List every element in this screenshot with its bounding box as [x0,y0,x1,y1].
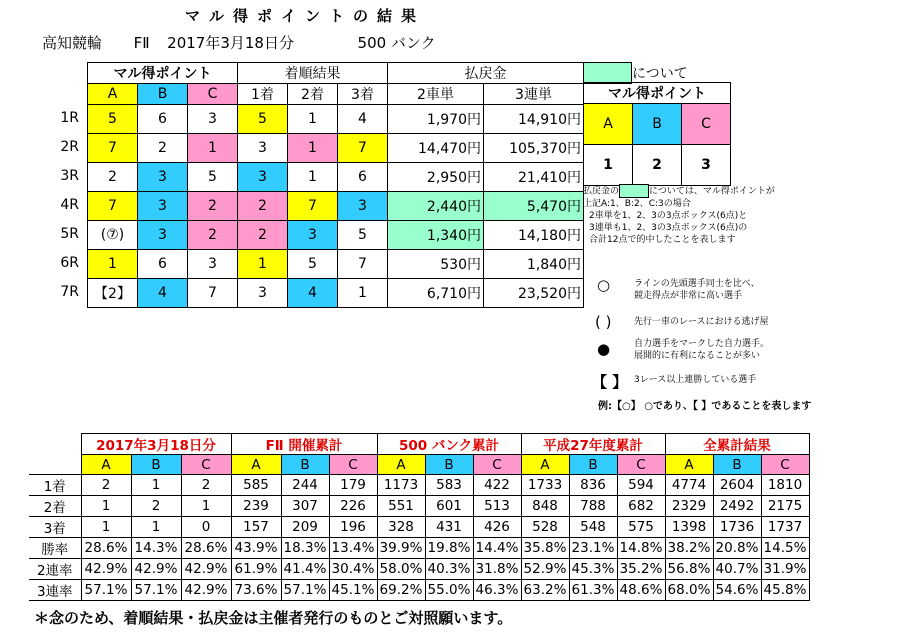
cell-1st: 3 [238,163,288,192]
summary-cell: 1 [81,496,131,517]
summary-cell: 2 [81,475,131,496]
header-2nd: 2着 [288,84,338,105]
cell-b: 6 [138,250,188,279]
race-label: 3R [60,167,79,184]
summary-cell: 42.9% [181,559,231,580]
abc-a: A [377,455,425,475]
summary-cell: 1810 [761,475,809,496]
summary-cell: 575 [617,517,665,538]
race-label: 2R [60,138,79,155]
legend-about: について [632,66,688,82]
header-points: マル得ポイント [88,63,238,84]
summary-cell: 585 [231,475,281,496]
summary-row [29,517,809,538]
dot-icon: ● [597,340,611,358]
summary-cell: 594 [617,475,665,496]
summary-cell: 226 [329,496,377,517]
summary-cell: 41.4% [281,559,329,580]
bracket-note: 3レース以上連勝している選手 [634,375,757,385]
summary-cell: 1 [81,517,131,538]
legend-a-value: 1 [584,145,633,186]
payout-note-line4: 3連単も1、2、3の3点ボックス(6点)の [589,223,748,233]
summary-cell: 57.1% [281,580,329,601]
cell-santan: 14,910円 [484,105,584,134]
abc-a: A [231,455,281,475]
cell-nisha: 530円 [388,250,484,279]
cell-nisha: 2,950円 [388,163,484,192]
table-row [83,105,584,134]
cell-santan: 105,370円 [484,134,584,163]
summary-cell: 40.3% [425,559,473,580]
race-label: 1R [60,109,79,126]
paren-icon: ( ) [595,313,612,331]
dot-note [634,338,769,362]
race-label: 6R [60,254,79,271]
cell-2nd: 5 [288,250,338,279]
cell-nisha: 1,340円 [388,221,484,250]
cell-c: 2 [188,221,238,250]
table-row [83,163,584,192]
summary-cell: 157 [231,517,281,538]
summary-cell: 307 [281,496,329,517]
summary-cell: 61.3% [569,580,617,601]
cell-nisha: 14,470円 [388,134,484,163]
cell-2nd: 3 [288,221,338,250]
summary-cell: 14.3% [131,538,181,559]
summary-cell: 20.8% [713,538,761,559]
summary-cell: 14.5% [761,538,809,559]
cell-1st: 5 [238,105,288,134]
header-santan: 3連単 [484,84,584,105]
table-row [83,250,584,279]
legend-table [583,82,731,186]
summary-cell: 39.9% [377,538,425,559]
dot-note-line1: 自力選手をマークした自力選手。 [634,339,770,349]
cell-santan: 21,410円 [484,163,584,192]
summary-cell: 244 [281,475,329,496]
cell-c: 7 [188,279,238,308]
legend-title: マル得ポイント [584,83,731,104]
summary-row [29,580,809,601]
group-date: 2017年3月18日分 [81,434,231,455]
summary-cell: 601 [425,496,473,517]
summary-cell: 1 [131,517,181,538]
summary-cell: 56.8% [665,559,713,580]
summary-cell: 52.9% [521,559,569,580]
cell-b: 4 [138,279,188,308]
summary-cell: 1 [181,496,231,517]
summary-cell: 583 [425,475,473,496]
race-label: 4R [60,196,79,213]
summary-row [29,475,809,496]
payout-note-prefix: 払戻金の [583,186,620,197]
summary-cell: 836 [569,475,617,496]
summary-cell: 18.3% [281,538,329,559]
summary-cell: 196 [329,517,377,538]
summary-cell: 28.6% [81,538,131,559]
summary-cell: 19.8% [425,538,473,559]
abc-c: C [329,455,377,475]
summary-cell: 2 [131,496,181,517]
bracket-icon: 【 】 [592,373,628,391]
summary-cell: 1398 [665,517,713,538]
summary-cell: 45.1% [329,580,377,601]
header-result: 着順結果 [238,63,388,84]
summary-cell: 13.4% [329,538,377,559]
summary-cell: 42.9% [131,559,181,580]
cell-a: (⑦) [88,221,138,250]
cell-3rd: 6 [338,163,388,192]
cell-c: 5 [188,163,238,192]
summary-cell: 30.4% [329,559,377,580]
cell-2nd: 4 [288,279,338,308]
abc-b: B [131,455,181,475]
group-fiscal: 平成27年度累計 [521,434,665,455]
paren-note: 先行一車のレースにおける逃げ屋 [634,317,769,327]
cell-c: 3 [188,105,238,134]
cell-nisha: 1,970円 [388,105,484,134]
summary-row-label: 3着 [29,517,81,538]
legend-c-value: 3 [682,145,731,186]
summary-cell: 54.6% [713,580,761,601]
summary-row [29,496,809,517]
cell-b: 6 [138,105,188,134]
legend-b-value: 2 [633,145,682,186]
cell-a: 【2】 [88,279,138,308]
cell-2nd: 7 [288,192,338,221]
summary-cell: 42.9% [81,559,131,580]
payout-note-line5: 合計12点で的中したことを表します [589,235,736,245]
cell-a: 7 [88,192,138,221]
table-row [83,134,584,163]
summary-cell: 40.7% [713,559,761,580]
cell-3rd: 7 [338,250,388,279]
summary-cell: 0 [181,517,231,538]
cell-b: 2 [138,134,188,163]
summary-row-label: 2連率 [29,559,81,580]
table-row [83,221,584,250]
race-label: 7R [60,283,79,300]
legend-b: B [633,104,682,145]
race-results-table [60,62,584,308]
cell-2nd: 1 [288,134,338,163]
summary-cell: 35.8% [521,538,569,559]
summary-cell: 42.9% [181,580,231,601]
summary-cell: 1737 [761,517,809,538]
abc-b: B [425,455,473,475]
legend-c: C [682,104,731,145]
abc-a: A [665,455,713,475]
cell-nisha: 2,440円 [388,192,484,221]
summary-cell: 422 [473,475,521,496]
summary-cell: 2 [181,475,231,496]
circle-icon: ○ [597,276,611,294]
cell-nisha: 6,710円 [388,279,484,308]
cell-santan: 14,180円 [484,221,584,250]
cell-santan: 1,840円 [484,250,584,279]
summary-row-label: 3連率 [29,580,81,601]
summary-cell: 788 [569,496,617,517]
summary-cell: 46.3% [473,580,521,601]
summary-cell: 2604 [713,475,761,496]
abc-a: A [81,455,131,475]
summary-cell: 179 [329,475,377,496]
abc-c: C [473,455,521,475]
summary-cell: 1736 [713,517,761,538]
group-meet: FⅡ 開催累計 [231,434,377,455]
summary-row [29,538,809,559]
summary-cell: 23.1% [569,538,617,559]
summary-cell: 2492 [713,496,761,517]
summary-cell: 48.6% [617,580,665,601]
abc-b: B [713,455,761,475]
summary-cell: 69.2% [377,580,425,601]
summary-cell: 1733 [521,475,569,496]
summary-table [29,433,810,601]
header-payout: 払戻金 [388,63,584,84]
summary-cell: 209 [281,517,329,538]
cell-1st: 2 [238,221,288,250]
subtitle [42,32,436,53]
summary-cell: 551 [377,496,425,517]
abc-a: A [521,455,569,475]
cell-1st: 3 [238,134,288,163]
summary-cell: 14.4% [473,538,521,559]
grade-label: FⅡ [133,34,150,52]
summary-cell: 426 [473,517,521,538]
cell-2nd: 1 [288,163,338,192]
cell-1st: 1 [238,250,288,279]
legend-a: A [584,104,633,145]
summary-cell: 38.2% [665,538,713,559]
cell-a: 5 [88,105,138,134]
summary-cell: 58.0% [377,559,425,580]
payout-note-line3: 2車単を1、2、3の3点ボックス(6点)と [589,211,748,221]
summary-cell: 682 [617,496,665,517]
cell-c: 1 [188,134,238,163]
green-swatch-small [619,184,649,198]
cell-3rd: 5 [338,221,388,250]
dot-note-line2: 展開的に有利になることが多い [634,351,761,361]
summary-cell: 55.0% [425,580,473,601]
summary-cell: 2175 [761,496,809,517]
summary-cell: 35.2% [617,559,665,580]
cell-1st: 2 [238,192,288,221]
abc-c: C [617,455,665,475]
bank-length: 500 バンク [357,34,436,52]
cell-a: 1 [88,250,138,279]
summary-cell: 28.6% [181,538,231,559]
header-c: C [188,84,238,105]
summary-cell: 239 [231,496,281,517]
summary-cell: 1173 [377,475,425,496]
abc-b: B [281,455,329,475]
abc-c: C [181,455,231,475]
summary-cell: 1 [131,475,181,496]
race-label: 5R [60,225,79,242]
summary-body [29,475,809,601]
example-note: 例:【○】 ○であり、【 】であることを表します [598,401,812,412]
cell-b: 3 [138,163,188,192]
summary-cell: 63.2% [521,580,569,601]
summary-row-label: 2着 [29,496,81,517]
group-bank: 500 バンク累計 [377,434,521,455]
summary-cell: 528 [521,517,569,538]
circle-note-line1: ラインの先頭選手同士を比べ、 [634,279,760,289]
summary-cell: 73.6% [231,580,281,601]
table-row [83,192,584,221]
abc-b: B [569,455,617,475]
summary-cell: 68.0% [665,580,713,601]
summary-cell: 513 [473,496,521,517]
cell-santan: 23,520円 [484,279,584,308]
cell-2nd: 1 [288,105,338,134]
header-1st: 1着 [238,84,288,105]
cell-c: 3 [188,250,238,279]
payout-note [583,184,775,246]
summary-row-label: 勝率 [29,538,81,559]
cell-3rd: 3 [338,192,388,221]
summary-cell: 57.1% [81,580,131,601]
cell-3rd: 7 [338,134,388,163]
group-total: 全累計結果 [665,434,809,455]
cell-3rd: 1 [338,279,388,308]
abc-c: C [761,455,809,475]
summary-cell: 4774 [665,475,713,496]
cell-a: 7 [88,134,138,163]
summary-cell: 61.9% [231,559,281,580]
cell-a: 2 [88,163,138,192]
header-nisha: 2車単 [388,84,484,105]
cell-c: 2 [188,192,238,221]
table-row [83,279,584,308]
summary-cell: 45.3% [569,559,617,580]
page-title: マル得ポイントの結果 [185,7,426,25]
summary-cell: 2329 [665,496,713,517]
footer-note: ＊念のため、着順結果・払戻金は主催者発行のものとご対照願います。 [34,609,513,627]
cell-b: 3 [138,192,188,221]
circle-note [634,278,760,302]
circle-note-line2: 競走得点が非常に高い選手 [634,291,743,301]
green-swatch [583,62,632,84]
summary-cell: 31.8% [473,559,521,580]
summary-cell: 43.9% [231,538,281,559]
venue-name: 高知競輪 [42,34,103,52]
cell-3rd: 4 [338,105,388,134]
cell-1st: 3 [238,279,288,308]
summary-cell: 57.1% [131,580,181,601]
cell-santan: 5,470円 [484,192,584,221]
summary-cell: 548 [569,517,617,538]
payout-note-line1: については、マル得ポイントが [649,186,775,197]
header-a: A [88,84,138,105]
cell-b: 3 [138,221,188,250]
summary-cell: 431 [425,517,473,538]
summary-row-label: 1着 [29,475,81,496]
summary-cell: 14.8% [617,538,665,559]
header-3rd: 3着 [338,84,388,105]
payout-note-line2: 上記A:1、B:2、C:3の場合 [583,199,691,209]
summary-row [29,559,809,580]
summary-cell: 328 [377,517,425,538]
header-b: B [138,84,188,105]
summary-cell: 45.8% [761,580,809,601]
race-date: 2017年3月18日分 [167,34,294,52]
summary-cell: 31.9% [761,559,809,580]
summary-cell: 848 [521,496,569,517]
